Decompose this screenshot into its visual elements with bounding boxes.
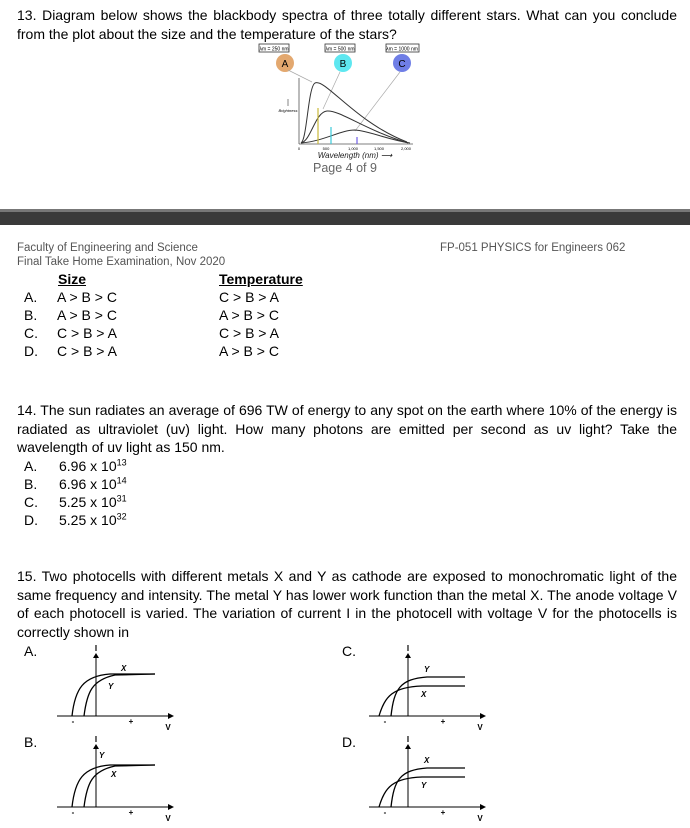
svg-text:+: +: [440, 717, 446, 726]
svg-text:-: -: [383, 717, 387, 726]
svg-text:V: V: [477, 723, 483, 732]
svg-text:B: B: [339, 59, 347, 70]
page-separator: [0, 209, 690, 225]
option-letter: D.: [24, 343, 38, 359]
svg-text:V: V: [477, 814, 483, 823]
q15-option-c-label[interactable]: C.: [342, 643, 356, 659]
star-a: [259, 44, 294, 72]
y-axis-label: Brightness: [278, 108, 298, 113]
star-c: [386, 44, 419, 72]
svg-text:A: A: [281, 59, 289, 70]
svg-text:Y: Y: [108, 682, 114, 691]
option-exponent: 14: [116, 475, 127, 486]
svg-text:Y: Y: [424, 665, 430, 674]
svg-text:I: I: [94, 735, 98, 744]
svg-text:Y: Y: [421, 781, 427, 790]
option-size: C > B > A: [57, 343, 117, 359]
q13-option-a[interactable]: [24, 288, 424, 306]
x-tick: 1,500: [373, 146, 385, 151]
svg-text:X: X: [421, 690, 427, 699]
graph-d[interactable]: [367, 735, 497, 825]
col-temperature-heading: Temperature: [219, 271, 303, 287]
option-letter: A.: [24, 458, 38, 474]
svg-text:+: +: [440, 808, 446, 817]
svg-text:λm = 250 nm: λm = 250 nm: [259, 46, 289, 53]
svg-text:V: V: [165, 814, 171, 823]
option-size: C > B > A: [57, 325, 117, 341]
svg-text:-: -: [71, 808, 75, 817]
svg-text:V: V: [165, 723, 171, 732]
option-letter: B.: [24, 307, 38, 323]
option-temp: A > B > C: [219, 307, 279, 323]
q13-option-c[interactable]: [24, 324, 424, 342]
x-tick: 0: [297, 146, 301, 151]
svg-text:+: +: [128, 717, 134, 726]
x-tick: 1,000: [347, 146, 359, 151]
svg-text:I: I: [406, 735, 410, 744]
svg-text:λm = 1000 nm: λm = 1000 nm: [386, 46, 418, 53]
q15-option-b-label[interactable]: B.: [24, 734, 38, 750]
x-tick: 500: [322, 146, 330, 151]
svg-text:I: I: [94, 644, 98, 653]
q13-options: [24, 288, 424, 360]
col-size-heading: Size: [58, 271, 87, 287]
q14-option-a[interactable]: [24, 457, 224, 475]
option-letter: B.: [24, 476, 38, 492]
svg-text:X: X: [121, 664, 127, 673]
q13-option-b[interactable]: [24, 306, 424, 324]
svg-text:X: X: [111, 770, 117, 779]
option-exponent: 13: [116, 457, 127, 468]
header-exam: Final Take Home Examination, Nov 2020: [17, 256, 226, 268]
option-temp: A > B > C: [219, 343, 279, 359]
blackbody-diagram: [255, 42, 430, 160]
svg-text:I: I: [406, 644, 410, 653]
option-letter: C.: [24, 325, 38, 341]
option-size: A > B > C: [57, 289, 117, 305]
q15-option-a-label[interactable]: A.: [24, 643, 38, 659]
x-tick: 2,000: [400, 146, 412, 151]
header-faculty: Faculty of Engineering and Science: [17, 242, 198, 254]
svg-text:+: +: [128, 808, 134, 817]
svg-text:-: -: [383, 808, 387, 817]
q14-option-b[interactable]: [24, 475, 224, 493]
option-size: A > B > C: [57, 307, 117, 323]
q15-option-d-label[interactable]: D.: [342, 734, 356, 750]
svg-text:-: -: [71, 717, 75, 726]
graph-a[interactable]: [55, 644, 185, 734]
page-number: Page 4 of 9: [313, 161, 377, 175]
x-axis-label: Wavelength (nm) ⟶: [317, 151, 393, 160]
q13-option-d[interactable]: [24, 342, 424, 360]
graph-b[interactable]: [55, 735, 185, 825]
option-temp: C > B > A: [219, 325, 279, 341]
svg-text:Y: Y: [99, 751, 105, 760]
option-value: 5.25 x 10: [59, 512, 117, 528]
option-value: 5.25 x 10: [59, 494, 117, 510]
q14-option-c[interactable]: [24, 493, 224, 511]
header-course: FP-051 PHYSICS for Engineers 062: [440, 242, 626, 254]
option-temp: C > B > A: [219, 289, 279, 305]
option-value: 6.96 x 10: [59, 476, 117, 492]
svg-text:C: C: [398, 59, 406, 70]
star-b: [325, 44, 355, 72]
option-value: 6.96 x 10: [59, 458, 117, 474]
q13-text: 13. Diagram below shows the blackbody spectra of three totally different stars. What can you conclude from the plot about the size and the temperature of the stars?: [17, 7, 677, 42]
option-letter: C.: [24, 494, 38, 510]
option-letter: D.: [24, 512, 38, 528]
option-letter: A.: [24, 289, 38, 305]
q15-text: 15. Two photocells with different metals X and Y as cathode are exposed to monochromatic light of the same frequency and intensity. The metal Y has lower work function than the metal X. The anode voltage V of each photocell is varied. The variation of current I in the photocell with voltage V for the photocells is correctly shown in: [17, 568, 677, 640]
q14-options: [24, 457, 224, 529]
q14-text: 14. The sun radiates an average of 696 TW of energy to any spot on the earth where 10% of the energy is radiated as ultraviolet (uv) light. How many photons are emitted per second as uv light? Take the wavelength of uv light as 150 nm.: [17, 402, 677, 455]
option-exponent: 32: [116, 511, 127, 522]
q14-option-d[interactable]: [24, 511, 224, 529]
graph-c[interactable]: [367, 644, 497, 734]
svg-text:X: X: [424, 756, 430, 765]
svg-text:λm = 500 nm: λm = 500 nm: [325, 46, 355, 53]
option-exponent: 31: [116, 493, 127, 504]
